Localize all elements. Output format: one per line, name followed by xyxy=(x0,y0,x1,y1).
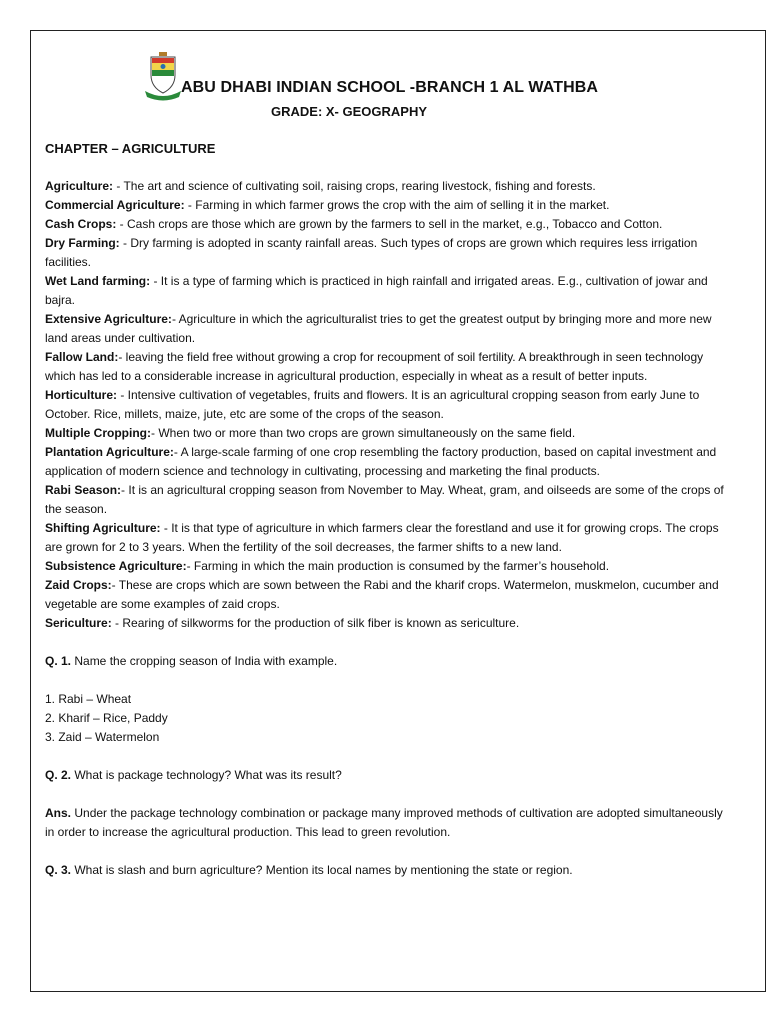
definition-text: - When two or more than two crops are grown simultaneously on the same field. xyxy=(150,426,576,440)
definition-term: Horticulture: xyxy=(45,388,117,402)
definition-text: - Dry farming is adopted in scanty rainfall areas. Such types of crops are grown which requires less irrigation facilities. xyxy=(45,236,698,269)
question-1 xyxy=(45,652,735,671)
question-text: What is package technology? What was its result? xyxy=(71,768,342,782)
answer-label: Ans. xyxy=(45,806,72,820)
definition-text: - leaving the field free without growing a crop for recoupment of soil fertility. A breakthrough in seen technology which has led to a considerable increase in agricultural production, especially in wheat as a result of better inputs. xyxy=(45,350,704,383)
document-content xyxy=(45,177,735,880)
definition xyxy=(45,234,735,272)
question-label: Q. 2. xyxy=(45,768,72,782)
definition xyxy=(45,386,735,424)
answer-text: Under the package technology combination or package many improved methods of cultivation are adopted simultaneously in order to increase the agricultural production. This lead to green revolution. xyxy=(45,806,723,839)
definition-text: - Farming in which farmer grows the crop with the aim of selling it in the market. xyxy=(184,198,610,212)
definition-term: Zaid Crops: xyxy=(45,578,112,592)
definition-text: - It is a type of farming which is practiced in high rainfall and irrigated areas. E.g., cultivation of jowar and bajra. xyxy=(45,274,708,307)
definition-text: - Rearing of silkworms for the production of silk fiber is known as sericulture. xyxy=(111,616,520,630)
grade-title: GRADE: X- GEOGRAPHY xyxy=(271,104,428,119)
definition-term: Fallow Land: xyxy=(45,350,119,364)
definition-term: Multiple Cropping: xyxy=(45,426,151,440)
definition-term: Extensive Agriculture: xyxy=(45,312,172,326)
question-label: Q. 3. xyxy=(45,863,72,877)
definition-term: Dry Farming: xyxy=(45,236,120,250)
school-name: ABU DHABI INDIAN SCHOOL -BRANCH 1 AL WATHBA xyxy=(181,79,599,96)
definition xyxy=(45,614,735,633)
definition-text: - These are crops which are sown between the Rabi and the kharif crops. Watermelon, muskmelon, cucumber and vegetable are some examples of zaid crops. xyxy=(45,578,719,611)
definition xyxy=(45,576,735,614)
definition-text: - Intensive cultivation of vegetables, fruits and flowers. It is an agricultural cropping season from early June to October. Rice, millets, maize, jute, etc are some of the crops of the season. xyxy=(45,388,700,421)
definition xyxy=(45,196,735,215)
definition-term: Sericulture: xyxy=(45,616,112,630)
definition-text: - Farming in which the main production is consumed by the farmer’s household. xyxy=(186,559,610,573)
definition xyxy=(45,348,735,386)
document-page xyxy=(30,30,766,992)
definition-text: - Cash crops are those which are grown by the farmers to sell in the market, e.g., Tobacco and Cotton. xyxy=(116,217,663,231)
definition xyxy=(45,557,735,576)
definition-term: Plantation Agriculture: xyxy=(45,445,174,459)
definition-term: Wet Land farming: xyxy=(45,274,151,288)
definition xyxy=(45,177,735,196)
answer-list-item: 2. Kharif – Rice, Paddy xyxy=(45,711,168,725)
definition xyxy=(45,272,735,310)
question-text: What is slash and burn agriculture? Mention its local names by mentioning the state or region. xyxy=(71,863,573,877)
definition-text: - It is an agricultural cropping season from November to May. Wheat, gram, and oilseeds are some of the crops of the season. xyxy=(45,483,724,516)
school-crest-logo xyxy=(145,51,181,101)
definition xyxy=(45,424,735,443)
definition xyxy=(45,481,735,519)
definition-text: - It is that type of agriculture in which farmers clear the forestland and use it for growing crops. The crops are grown for 2 to 3 years. When the fertility of the soil decreases, the farmer shifts to a new land. xyxy=(45,521,719,554)
answer-list-item: 3. Zaid – Watermelon xyxy=(45,730,160,744)
definition-text: - Agriculture in which the agriculturalist tries to get the greatest output by bringing more and more new land areas under cultivation. xyxy=(45,312,712,345)
question-text: Name the cropping season of India with example. xyxy=(71,654,338,668)
question-label: Q. 1. xyxy=(45,654,72,668)
definition-term: Cash Crops: xyxy=(45,217,117,231)
definition-term: Agriculture: xyxy=(45,179,114,193)
question-2 xyxy=(45,766,735,785)
definition xyxy=(45,519,735,557)
question-3 xyxy=(45,861,735,880)
definition-text: - A large-scale farming of one crop resembling the factory production, based on capital investment and application of modern science and technology in cultivating, processing and marketing the final products. xyxy=(45,445,717,478)
definition xyxy=(45,443,735,481)
definition-term: Shifting Agriculture: xyxy=(45,521,161,535)
definition-term: Subsistence Agriculture: xyxy=(45,559,187,573)
definition xyxy=(45,310,735,348)
definition-term: Rabi Season: xyxy=(45,483,122,497)
definition-text: - The art and science of cultivating soil, raising crops, rearing livestock, fishing and forests. xyxy=(113,179,596,193)
answer-list-item: 1. Rabi – Wheat xyxy=(45,692,132,706)
answer-2 xyxy=(45,804,735,842)
definition-term: Commercial Agriculture: xyxy=(45,198,185,212)
definition xyxy=(45,215,735,234)
chapter-title: CHAPTER – AGRICULTURE xyxy=(45,141,216,156)
